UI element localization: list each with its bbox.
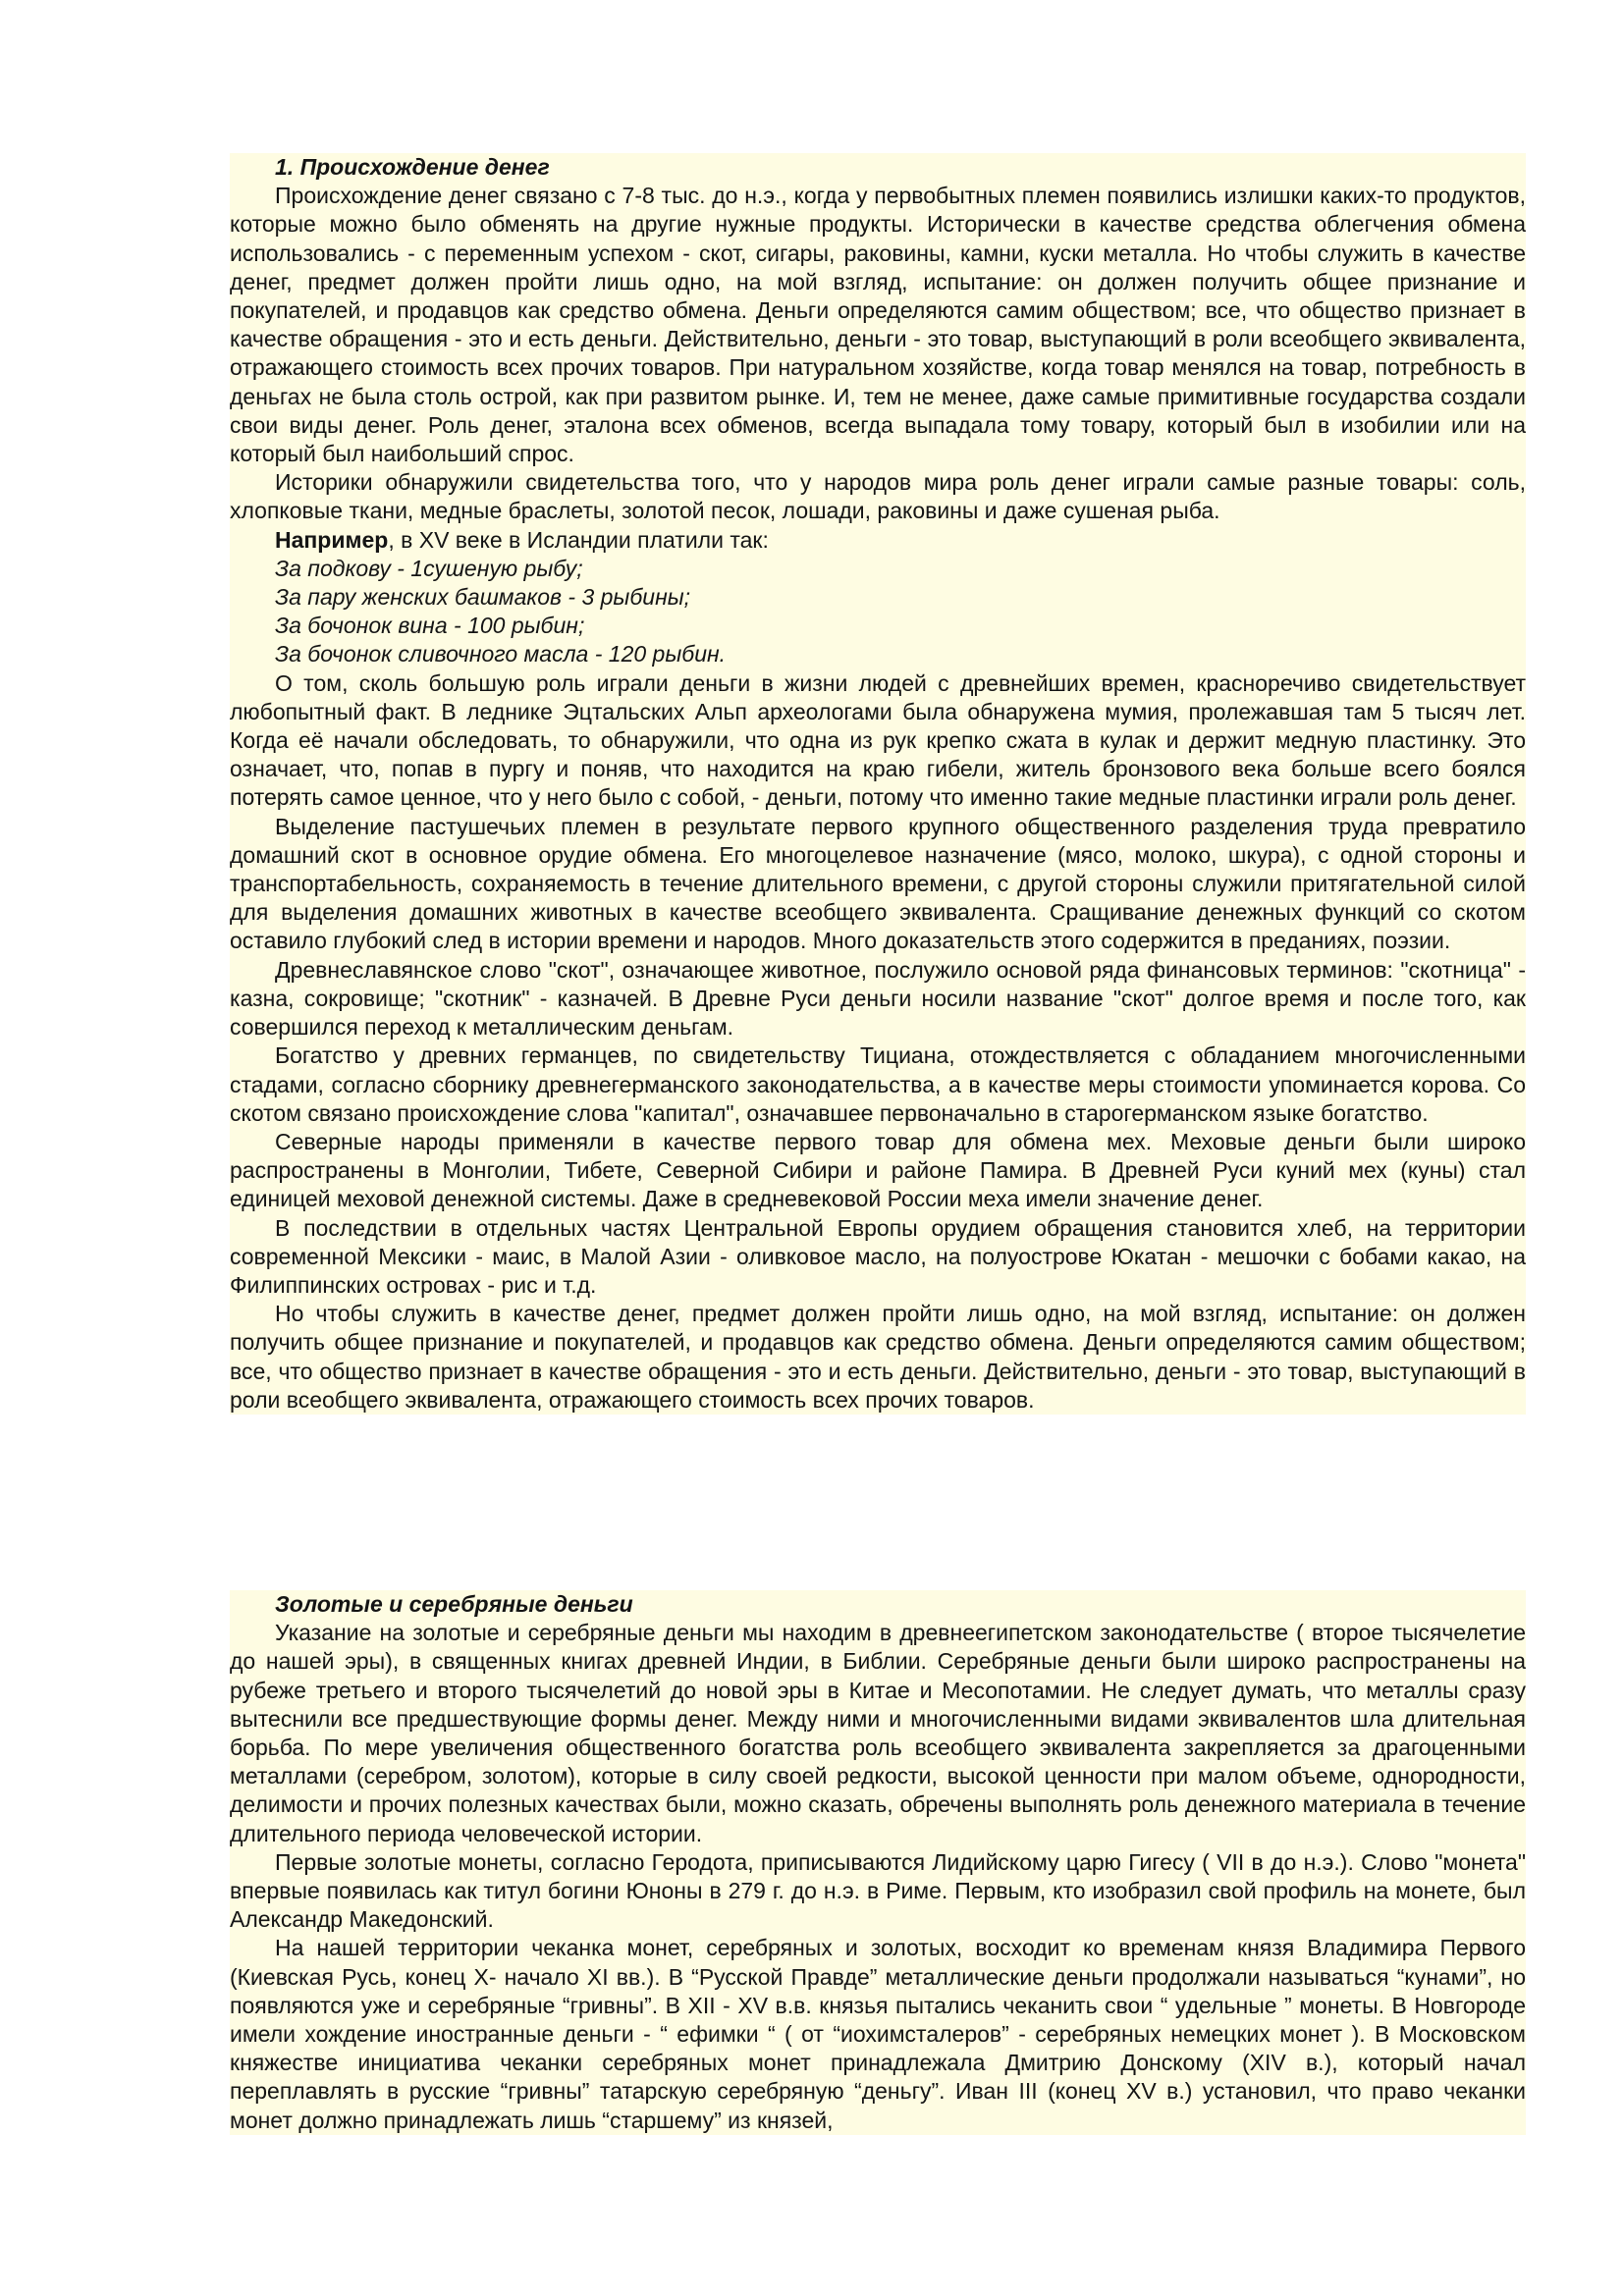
section-origin-of-money [230, 153, 1526, 1415]
paragraph: Северные народы применяли в качестве первого товар для обмена мех. Меховые деньги были широко распространены в Монголии, Тибете, Северной Сибири и районе Памира. В Древней Руси куний мех (куны) стал единицей меховой денежной системы. Даже в средневековой России меха имели значение денег. [230, 1128, 1526, 1212]
paragraph: Историки обнаружили свидетельства того, что у народов мира роль денег играли самые разные товары: соль, хлопковые ткани, медные браслеты, золотой песок, лошади, раковины и даже сушеная рыба. [230, 469, 1526, 524]
paragraph: Первые золотые монеты, согласно Геродота, приписываются Лидийскому царю Гигесу ( VII в до н.э.). Слово "монета" впервые появилась как титул богини Юноны в 279 г. до н.э. в Риме. Первым, кто изобразил свой профиль на монете, был Александр Македонский. [230, 1848, 1526, 1933]
paragraph: Происхождение денег связано с 7-8 тыс. до н.э., когда у первобытных племен появились излишки каких-то продуктов, которые можно было обменять на другие нужные продукты. Исторически в качестве средства облегчения обмена использовались - с переменным успехом - скот, сигары, раковины, камни, куски металла. Но чтобы служить в качестве денег, предмет должен пройти лишь одно, на мой взгляд, испытание: он должен получить общее признание и покупателей, и продавцов как средство обмена. Деньги определяются самим обществом; все, что общество признает в качестве обращения - это и есть деньги. Действительно, деньги - это товар, выступающий в роли всеобщего эквивалента, отражающего стоимость всех прочих товаров. При натуральном хозяйстве, когда товар менялся на товар, потребность в деньгах не была столь острой, как при развитом рынке. И, тем не менее, даже самые примитивные государства создали свои виды денег. Роль денег, эталона всех обменов, всегда выпадала тому товару, который был в изобилии или на который был наибольший спрос. [230, 183, 1526, 467]
example-intro-text: , в XV веке в Исландии платили так: [388, 526, 769, 553]
section-heading: Золотые и серебряные деньги [275, 1591, 633, 1617]
paragraph: Но чтобы служить в качестве денег, предмет должен пройти лишь одно, на мой взгляд, испытание: он должен получить общее признание и покупателей, и продавцов как средство обмена. Деньги определяются самим обществом; все, что общество признает в качестве обращения - это и есть деньги. Действительно, деньги - это товар, выступающий в роли всеобщего эквивалента, отражающего стоимость всех прочих товаров. [230, 1301, 1526, 1413]
paragraph: Указание на золотые и серебряные деньги мы находим в древнеегипетском законодательстве ( второе тысячелетие до нашей эры), в священных книгах древней Индии, в Библии. Серебряные деньги были широко распространены на рубеже третьего и второго тысячелетий до новой эры в Китае и Месопотамии. Не следует думать, что металлы сразу вытеснили все предшествующие формы денег. Между ними и многочисленными видами эквивалентов шла длительная борьба. По мере увеличения общественного богатства роль всеобщего эквивалента закрепляется за драгоценными металлами (серебром, золотом), которые в силу своей редкости, высокой ценности при малом объеме, однородности, делимости и прочих полезных качествах были, можно сказать, обречены выполнять роль денежного материала в течение длительного периода человеческой истории. [230, 1620, 1526, 1846]
section-heading: 1. Происхождение денег [275, 154, 550, 180]
example-bold-label: Например [275, 526, 389, 553]
paragraph: Древнеславянское слово "скот", означающее животное, послужило основой ряда финансовых терминов: "скотница" - казна, сокровище; "скотник" - казначей. В Древне Руси деньги носили название "скот" долгое время и после того, как совершился переход к металлическим деньгам. [230, 956, 1526, 1041]
paragraph: О том, сколь большую роль играли деньги в жизни людей с древнейших времен, красноречиво свидетельствует любопытный факт. В леднике Эцтальских Альп археологами была обнаружена мумия, пролежавшая там 5 тысяч лет. Когда её начали обследовать, то обнаружили, что одна из рук крепко сжата в кулак и держит медную пластинку. Это означает, что, попав в пургу и поняв, что находится на краю гибели, житель бронзового века больше всего боялся потерять самое ценное, что у него было с собой, - деньги, потому что именно такие медные пластинки играли роль денег. [230, 669, 1526, 811]
example-item: За подкову - 1сушеную рыбу; [275, 555, 583, 581]
example-item: За пару женских башмаков - 3 рыбины; [275, 584, 691, 611]
paragraph: На нашей территории чеканка монет, серебряных и золотых, восходит ко временам князя Владимира Первого (Киевская Русь, конец X- начало XI вв.). В “Русской Правде” металлические деньги продолжали называться “кунами”, но появляются уже и серебряные “гривны”. В XII - XV в.в. князья пытались чеканить свои “ удельные ” монеты. В Новгороде имели хождение иностранные деньги - “ ефимки “ ( от “иохимсталеров” - серебряных немецких монет ). В Московском княжестве инициатива чеканки серебряных монет принадлежала Дмитрию Донскому (XIV в.), который начал переплавлять в русские “гривны” татарскую серебряную “деньгу”. Иван III (конец XV в.) установил, что право чеканки монет должно принадлежать лишь “старшему” из князей, [230, 1935, 1526, 2133]
paragraph: Выделение пастушечьих племен в результате первого крупного общественного разделения труда превратило домашний скот в основное орудие обмена. Его многоцелевое назначение (мясо, молоко, шкура), с одной стороны и транспортабельность, сохраняемость в течение длительного времени, с другой стороны служили притягательной силой для выделения домашних животных в качестве всеобщего эквивалента. Сращивание денежных функций со скотом оставило глубокий след в истории времени и народов. Много доказательств этого содержится в преданиях, поэзии. [230, 813, 1526, 954]
paragraph: В последствии в отдельных частях Центральной Европы орудием обращения становится хлеб, на территории современной Мексики - маис, в Малой Азии - оливковое масло, на полуострове Юкатан - мешочки с бобами какао, на Филиппинских островах - рис и т.д. [230, 1214, 1526, 1298]
example-item: За бочонок вина - 100 рыбин; [275, 613, 585, 639]
paragraph: Богатство у древних германцев, по свидетельству Тициана, отождествляется с обладанием многочисленными стадами, согласно сборнику древнегерманского законодательства, а в качестве меры стоимости упоминается корова. Со скотом связано происхождение слова "капитал", означавшее первоначально в старогерманском языке богатство. [230, 1042, 1526, 1126]
example-item: За бочонок сливочного масла - 120 рыбин. [275, 641, 727, 667]
section-gold-silver-money [230, 1590, 1526, 2135]
example-intro [230, 526, 1526, 555]
